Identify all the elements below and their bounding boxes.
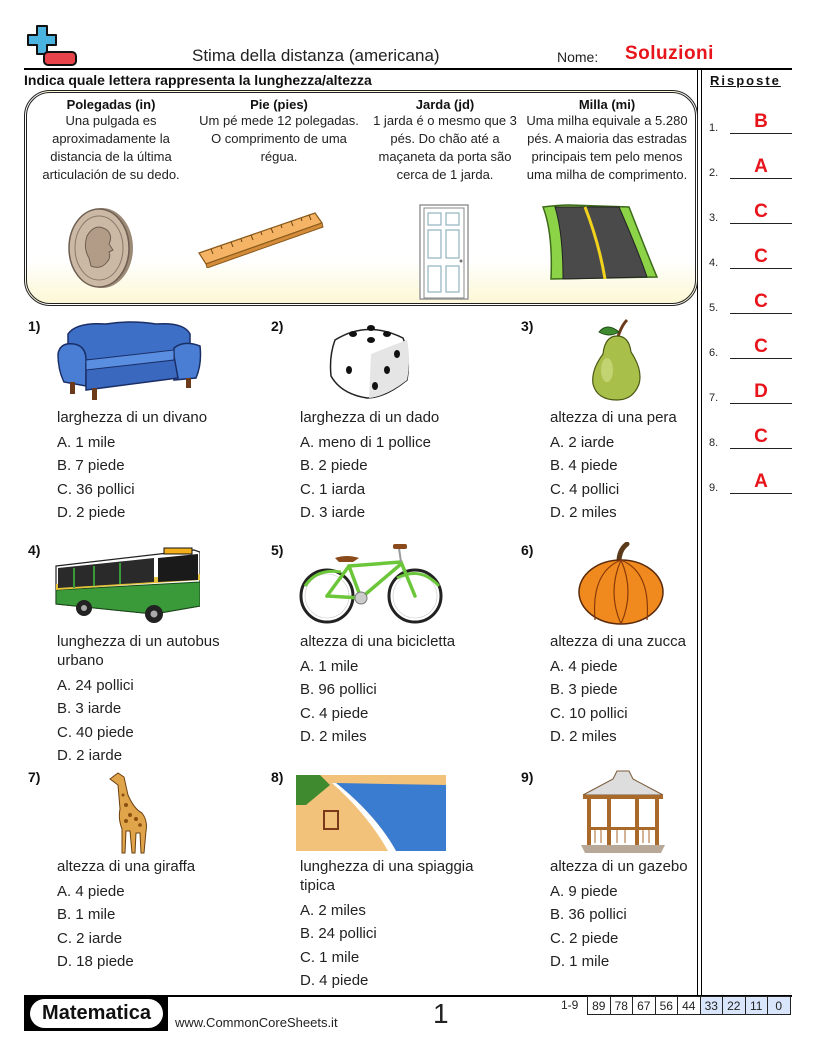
answer-row	[709, 201, 794, 224]
answer-number: 3.	[709, 212, 719, 224]
question-4	[28, 542, 248, 767]
ruler-icon	[197, 208, 327, 268]
score-cell: 33	[700, 997, 723, 1015]
reference-text: Uma milha equivale a 5.280 pés. A maioria das estradas principais tem pelo menos uma milha de comprimento.	[526, 113, 688, 182]
option[interactable]: D. 1 mile	[550, 952, 610, 970]
options-list	[550, 431, 619, 524]
answer-number: 7.	[709, 392, 719, 404]
die-icon	[327, 318, 413, 402]
option[interactable]: C. 4 piede	[300, 704, 369, 722]
option[interactable]: B. 24 pollici	[300, 925, 377, 943]
option[interactable]: A. 24 pollici	[57, 677, 134, 694]
reference-box	[24, 90, 698, 306]
question-number: 5)	[271, 542, 284, 558]
option[interactable]: B. 3 iarde	[57, 700, 122, 718]
option[interactable]: A. 1 mile	[57, 434, 116, 451]
answer-letter: A	[754, 156, 768, 177]
question-prompt: lunghezza di un autobus urbano	[57, 633, 220, 669]
option[interactable]: C. 10 pollici	[550, 704, 628, 722]
score-cell: 22	[723, 997, 746, 1015]
answer-number: 5.	[709, 302, 719, 314]
bicycle-icon	[297, 542, 445, 626]
question-6	[521, 542, 741, 767]
options-list	[550, 655, 628, 748]
option[interactable]: A. 1 mile	[300, 658, 359, 675]
question-8	[271, 769, 491, 994]
answer-blank[interactable]	[730, 133, 792, 134]
question-prompt: lunghezza di una spiaggia tipica	[300, 858, 474, 894]
name-label: Nome:	[557, 49, 599, 65]
option[interactable]: D. 2 iarde	[57, 746, 123, 764]
option[interactable]: B. 1 mile	[57, 906, 116, 924]
answers-title: Risposte	[710, 73, 781, 88]
question-1	[28, 318, 248, 528]
answer-letter: C	[754, 246, 768, 267]
options-list	[57, 674, 134, 767]
question-prompt: larghezza di un divano	[57, 409, 208, 426]
reference-mile	[523, 97, 691, 184]
question-prompt: larghezza di un dado	[300, 409, 440, 426]
gazebo-icon	[581, 769, 665, 855]
question-number: 4)	[28, 542, 41, 558]
reference-heading: Polegadas (in)	[66, 97, 156, 112]
question-prompt: altezza di un gazebo	[550, 858, 688, 875]
option[interactable]: C. 4 pollici	[550, 480, 620, 498]
answer-letter: C	[754, 426, 768, 447]
option[interactable]: C. 1 iarda	[300, 480, 366, 498]
option[interactable]: C. 2 iarde	[57, 929, 123, 947]
bus-icon	[54, 544, 200, 626]
option[interactable]: D. 18 piede	[57, 952, 134, 970]
score-table	[587, 996, 791, 1015]
score-range-label: 1-9	[561, 998, 579, 1012]
question-number: 9)	[521, 769, 534, 785]
answer-letter: D	[754, 381, 768, 402]
score-cell: 89	[588, 997, 611, 1015]
page-number: 1	[433, 998, 449, 1029]
answer-number: 6.	[709, 347, 719, 359]
options-list	[550, 880, 627, 973]
question-7	[28, 769, 248, 994]
option[interactable]: B. 96 pollici	[300, 681, 377, 699]
header-divider	[24, 68, 792, 70]
options-list	[300, 655, 377, 748]
question-prompt: altezza di una giraffa	[57, 858, 196, 875]
answer-row	[709, 246, 794, 269]
answer-blank[interactable]	[730, 178, 792, 179]
answer-number: 4.	[709, 257, 719, 269]
door-icon	[419, 204, 469, 300]
option[interactable]: A. 2 miles	[300, 902, 366, 919]
option[interactable]: D. 2 miles	[550, 727, 617, 745]
score-cell: 0	[768, 997, 791, 1015]
option[interactable]: D. 2 piede	[57, 503, 126, 521]
plus-minus-logo-icon	[24, 24, 78, 68]
reference-feet	[195, 97, 363, 166]
option[interactable]: A. 2 iarde	[550, 434, 615, 451]
site-url[interactable]: www.CommonCoreSheets.it	[175, 1015, 338, 1030]
option[interactable]: D. 2 miles	[300, 727, 367, 745]
worksheet-title: Stima della distanza (americana)	[192, 46, 440, 65]
pear-icon	[589, 318, 645, 402]
option[interactable]: C. 36 pollici	[57, 480, 135, 498]
giraffe-icon	[106, 769, 154, 855]
reference-text: 1 jarda é o mesmo que 3 pés. Do chão até a maçaneta da porta são cerca de 1 jarda.	[373, 113, 517, 182]
question-3	[521, 318, 741, 528]
answer-number: 1.	[709, 122, 719, 134]
question-9	[521, 769, 741, 994]
option[interactable]: D. 3 iarde	[300, 503, 366, 521]
reference-inches	[27, 97, 195, 184]
option[interactable]: A. 4 piede	[550, 658, 618, 675]
question-5	[271, 542, 491, 767]
question-number: 3)	[521, 318, 534, 334]
answer-number: 9.	[709, 482, 719, 494]
road-icon	[539, 203, 659, 283]
answer-row	[709, 111, 794, 134]
option[interactable]: B. 3 piede	[550, 681, 618, 699]
options-list	[300, 431, 431, 524]
answer-letter: B	[754, 111, 768, 132]
question-2	[271, 318, 491, 528]
answer-blank[interactable]	[730, 268, 792, 269]
question-number: 7)	[28, 769, 41, 785]
reference-text: Um pé mede 12 polegadas. O comprimento de uma régua.	[199, 113, 359, 164]
score-cell: 56	[655, 997, 678, 1015]
score-cell: 78	[610, 997, 633, 1015]
option[interactable]: D. 2 miles	[550, 503, 617, 521]
reference-yard	[361, 97, 529, 184]
reference-heading: Jarda (jd)	[415, 97, 475, 112]
question-number: 2)	[271, 318, 284, 334]
question-number: 6)	[521, 542, 534, 558]
question-number: 8)	[271, 769, 284, 785]
subject-badge: Matematica	[30, 999, 163, 1028]
option[interactable]: B. 36 pollici	[550, 906, 627, 924]
answer-letter: C	[754, 291, 768, 312]
option[interactable]: A. meno di 1 pollice	[300, 434, 431, 451]
option[interactable]: A. 9 piede	[550, 883, 618, 900]
sofa-icon	[56, 320, 202, 400]
options-list	[300, 899, 377, 992]
option[interactable]: C. 1 mile	[300, 948, 360, 966]
option[interactable]: A. 4 piede	[57, 883, 125, 900]
instructions: Indica quale lettera rappresenta la lunghezza/altezza	[24, 72, 372, 88]
answer-number: 8.	[709, 437, 719, 449]
pumpkin-icon	[577, 542, 665, 626]
reference-heading: Pie (pies)	[250, 97, 308, 112]
answer-row	[709, 156, 794, 179]
option[interactable]: C. 2 piede	[550, 929, 619, 947]
options-list	[57, 880, 134, 973]
question-prompt: altezza di una pera	[550, 409, 677, 426]
answer-letter: C	[754, 336, 768, 357]
question-prompt: altezza di una zucca	[550, 633, 686, 650]
score-cell: 67	[633, 997, 656, 1015]
score-cell: 44	[678, 997, 701, 1015]
score-cell: 11	[745, 997, 768, 1015]
answer-letter: C	[754, 201, 768, 222]
reference-heading: Milla (mi)	[578, 97, 636, 112]
option[interactable]: C. 40 piede	[57, 723, 134, 741]
option[interactable]: B. 4 piede	[550, 457, 618, 475]
option[interactable]: D. 4 piede	[300, 971, 369, 989]
options-list	[57, 431, 135, 524]
answer-letter: A	[754, 471, 768, 492]
question-number: 1)	[28, 318, 41, 334]
answer-blank[interactable]	[730, 223, 792, 224]
answer-number: 2.	[709, 167, 719, 179]
name-value: Soluzioni	[625, 43, 714, 64]
answer-row	[709, 291, 794, 314]
question-prompt: altezza di una bicicletta	[300, 633, 456, 650]
beach-icon	[296, 775, 446, 851]
option[interactable]: B. 2 piede	[300, 457, 368, 475]
quarter-coin-icon	[65, 206, 135, 290]
option[interactable]: B. 7 piede	[57, 457, 125, 475]
answer-blank[interactable]	[730, 313, 792, 314]
reference-text: Una pulgada es aproximadamente la distancia de la última articulación de su dedo.	[42, 113, 180, 182]
